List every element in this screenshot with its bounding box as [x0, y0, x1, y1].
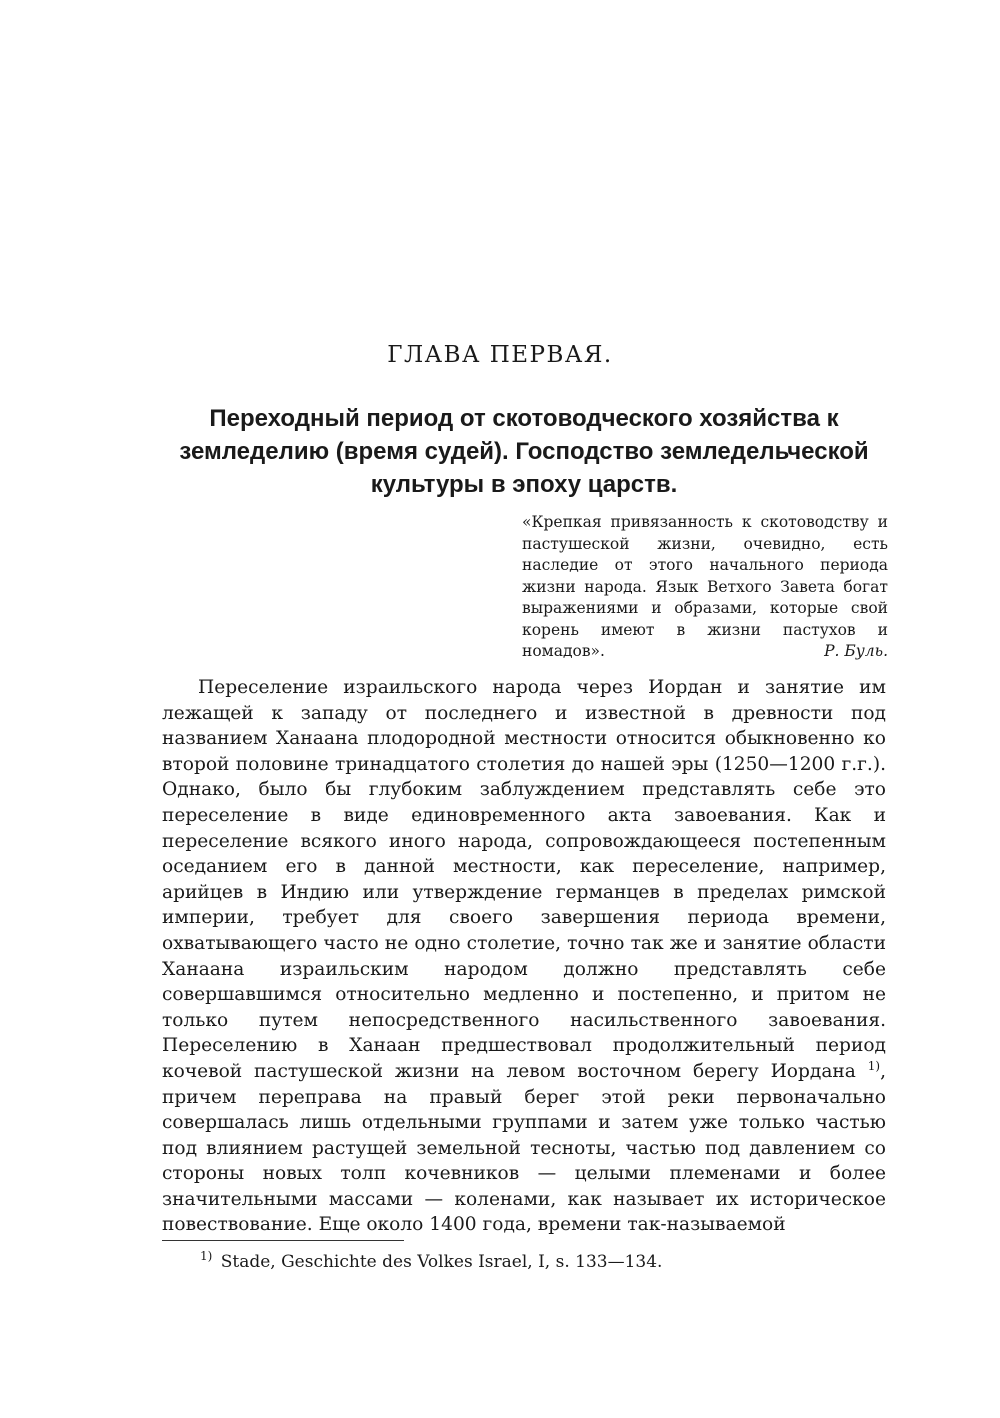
body-text-part-2: , причем переправа на правый берег этой реки первоначально совершалась лишь отдельными группами и затем уже только частью под влиянием растущей земельной тесноты, частью под давлением со стороны новых толп кочевников — целыми племенами и более значительными массами — коленами, как называет их историческое повествование. Еще около 1400 года, времени так-называемой — [162, 1060, 886, 1236]
footnote — [200, 1250, 662, 1274]
footnote-reference: 1) — [867, 1058, 881, 1073]
footnote-divider — [162, 1240, 404, 1241]
chapter-subtitle: Переходный период от скотоводческого хозяйства к земледелию (время судей). Господство земледельческой культуры в эпоху царств. — [179, 405, 869, 498]
epigraph-text: «Крепкая привязанность к скотоводству и пастушеской жизни, очевидно, есть наследие от этого начального периода жизни народа. Язык Ветхого Завета богат выражениями и образами, которые свой корень имеют в жизни пастухов и номадов». — [522, 513, 888, 660]
epigraph-attribution: Р. Буль. — [824, 642, 888, 660]
body-paragraph — [162, 675, 886, 1238]
chapter-title: ГЛАВА ПЕРВАЯ. — [387, 342, 613, 368]
epigraph — [522, 512, 888, 663]
body-text-part-1: Переселение израильского народа через Иордан и занятие им лежащей к западу от последнего и известной в древности под названием Ханаана плодородной местности относится обыкновенно ко второй половине тринадцатого столетия до нашей эры (1250—1200 г.г.). Однако, было бы глубоким заблуждением представлять себе это переселение в виде единовременного акта завоевания. Как и переселение всякого иного народа, сопровождающееся постепенным оседанием его в данной местности, как переселение, например, арийцев в Индию или утверждение германцев в пределах римской империи, требует для своего завершения периода времени, охватывающего часто не одно столетие, точно так же и занятие области Ханаана израильским народом должно представлять себе совершавшимся относительно медленно и постепенно, и притом не только путем непосредственного насильственного завоевания. Переселению в Ханаан предшествовал продолжительный период кочевой пастушеской жизни на левом восточном берегу Иордана — [162, 677, 886, 1082]
footnote-marker: 1) — [200, 1249, 213, 1264]
footnote-text: Stade, Geschichte des Volkes Israel, I, s. 133—134. — [220, 1252, 663, 1272]
